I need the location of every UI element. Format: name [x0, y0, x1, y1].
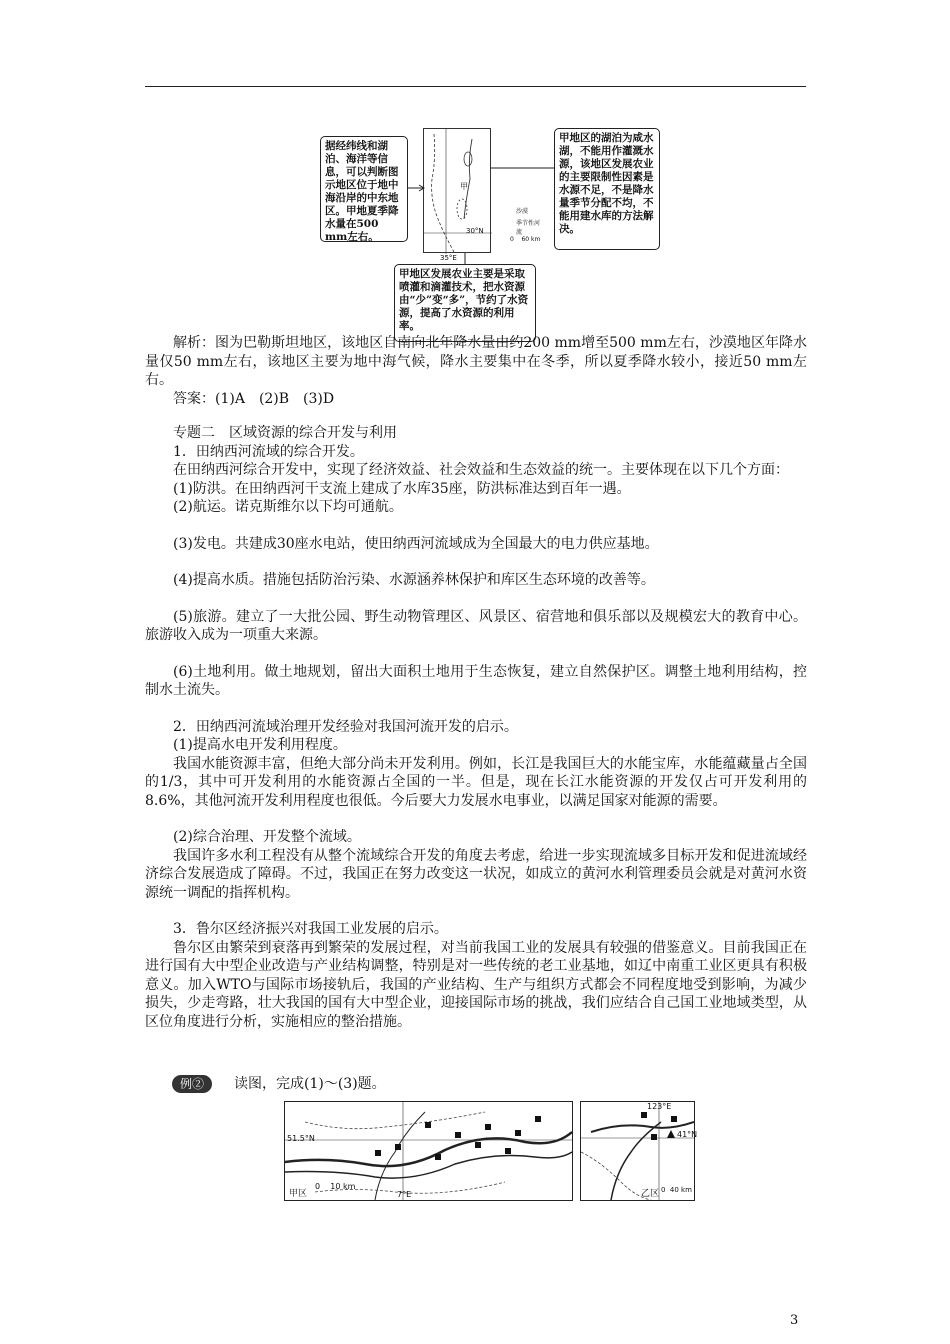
section-title: 专题二 区域资源的综合开发与利用	[173, 425, 397, 441]
s1-intro: 在田纳西河综合开发中，实现了经济效益、社会效益和生态效益的统一。主要体现在以下几个方面：	[173, 462, 789, 478]
map-a-lat: 51.5°N	[287, 1134, 315, 1143]
analysis-text: 解析：图为巴勒斯坦地区，该地区自南向北年降水量由约200 mm增至500 mm左右，沙漠地区年降水量仅50 mm左右，该地区主要为地中海气候，降水主要集中在冬季，所以夏季降水较小，接近50 mm左右。	[145, 335, 807, 388]
s1-title: 1．田纳西河流域的综合开发。	[173, 443, 364, 460]
map-b-scale: 0 40 km	[661, 1186, 692, 1194]
s1-item: (5)旅游。建立了一大批公园、野生动物管理区、风景区、宿营地和俱乐部以及规模宏大的教育中心。旅游收入成为一项重大来源。	[145, 608, 807, 643]
analysis-block	[145, 334, 807, 408]
annotation-left: 据经纬线和湖泊、海洋等信息，可以判断图示地区位于地中海沿岸的中东地区。甲地夏季降水量在500 mm左右。	[320, 136, 408, 242]
s1-item: (2)航运。诺克斯维尔以下均可通航。	[173, 499, 403, 515]
answer-text: 答案：(1)A (2)B (3)D	[173, 390, 335, 407]
map-region-a	[284, 1101, 573, 1201]
s2-title: 2．田纳西河流域治理开发经验对我国河流开发的启示。	[173, 718, 518, 735]
map-a-region: 甲区	[289, 1189, 308, 1199]
s2-p1-body: 我国水能资源丰富，但绝大部分尚未开发利用。例如，长江是我国巨大的水能宝库，水能蕴藏量占全国的1/3，其中可开发利用的水能资源占全国的一半。但是，现在长江水能资源的开发仅占可开发利用的8.6%，其他河流开发利用程度也很低。今后要大力发展水电事业，以满足国家对能源的需要。	[145, 755, 807, 809]
label-lat: 30°N	[466, 227, 484, 235]
s1-item: (4)提高水质。措施包括防治污染、水源涵养林保护和库区生态环境的改善等。	[173, 572, 655, 588]
s1-item: (1)防洪。在田纳西河干支流上建成了水库35座，防洪标准达到百年一遇。	[173, 480, 631, 497]
map-a-lon: 7°E	[397, 1190, 412, 1199]
map-b-lat: 41°N	[677, 1130, 698, 1139]
map-region-b	[580, 1101, 698, 1201]
map-a-scale: 0 10 km	[315, 1182, 356, 1191]
s2-p1-title: (1)提高水电开发利用程度。	[173, 737, 347, 753]
s1-item: (3)发电。共建成30座水电站，使田纳西河流域成为全国最大的电力供应基地。	[173, 535, 659, 552]
s1-item: (6)土地利用。做土地规划，留出大面积土地用于生态恢复，建立自然保护区。调整土地利用结构，控制水土流失。	[145, 663, 807, 698]
label-lon: 35°E	[440, 254, 457, 262]
header-rule	[145, 86, 806, 87]
example-badge: 例②	[172, 1075, 212, 1093]
example-line	[172, 1075, 386, 1093]
s3-title: 3．鲁尔区经济振兴对我国工业发展的启示。	[173, 921, 448, 937]
s3-body: 鲁尔区由繁荣到衰落再到繁荣的发展过程，对当前我国工业的发展具有较强的借鉴意义。目前我国正在进行国有大中型企业改造与产业结构调整，特别是对一些传统的老工业基地，如辽中南重工业区更具有积极意义。加入WTO与国际市场接轨后，我国的产业结构、生产与组织方式都会不同程度地受到影响，为减少损失，少走弯路，壮大我国的国有大中型企业，迎接国际市场的挑战，我们应结合自己国工业地域类型，从区位角度进行分析，实施相应的整治措施。	[145, 939, 807, 1030]
section-two	[145, 424, 807, 1031]
legend-desert: 沙漠	[516, 208, 529, 215]
annotation-arrows	[320, 128, 660, 368]
figure-palestine-map	[320, 128, 660, 368]
label-jia: 甲	[460, 182, 468, 191]
legend-scale: 0 60 km	[510, 236, 541, 243]
page-number: 3	[790, 1313, 799, 1328]
legend-river: 季节性河流	[516, 220, 541, 236]
s2-p2-title: (2)综合治理、开发整个流域。	[173, 829, 361, 845]
map-b-lon: 123°E	[647, 1102, 672, 1111]
example-text: 读图，完成(1)～(3)题。	[234, 1076, 386, 1092]
annotation-right: 甲地区的湖泊为咸水湖，不能用作灌溉水源，该地区发展农业的主要限制性因素是水源不足，不是降水量季节分配不均，不能用建水库的方法解决。	[554, 128, 660, 250]
s2-p2-body: 我国许多水利工程没有从整个流域综合开发的角度去考虑，给进一步实现流域多目标开发和促进流域经济综合发展造成了障碍。不过，我国正在努力改变这一状况，如成立的黄河水利管理委员会就是对黄河水资源统一调配的指挥机构。	[145, 847, 807, 901]
map-b-region: 乙区	[641, 1189, 660, 1199]
annotation-bottom: 甲地区发展农业主要是采取喷灌和滴灌技术，把水资源由“少”变“多”，节约了水资源，提高了水资源的利用率。	[394, 264, 536, 342]
